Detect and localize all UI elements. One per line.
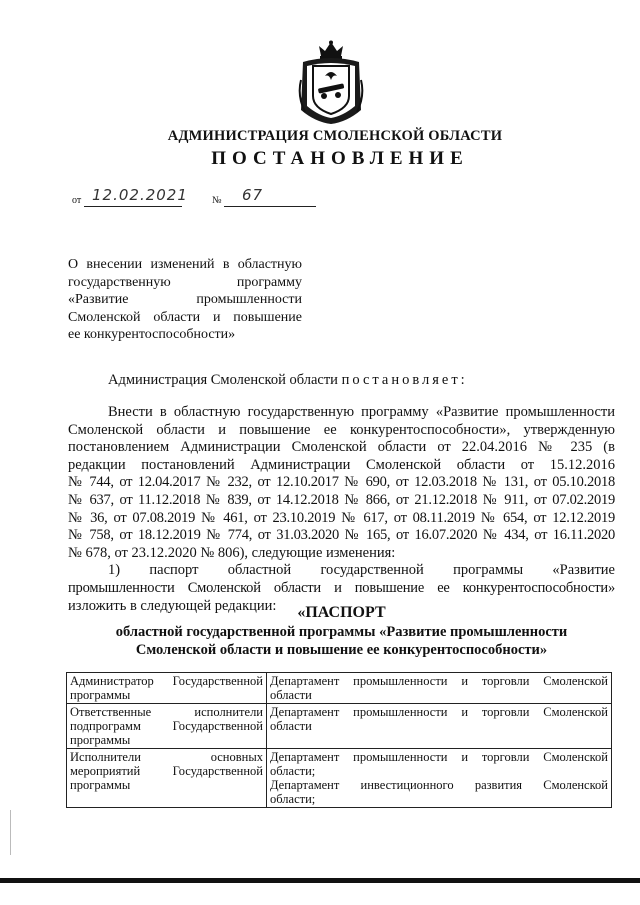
document-type-title: ПОСТАНОВЛЕНИЕ <box>211 148 469 169</box>
subject-line: «Развитие промышленности <box>68 292 302 308</box>
date-underline <box>84 206 182 207</box>
table-cell-value <box>267 704 612 749</box>
subject-line: О внесении изменений в областную <box>68 257 302 272</box>
body-line: № 637, от 11.12.2018 № 839, от 14.12.2018 № 866, от 21.12.2018 № 911, от 07.02.2019 <box>68 491 615 508</box>
cell-line: Департамент инвестиционного развития Смоленской <box>270 778 608 792</box>
preamble-verb: постановляет: <box>341 372 468 388</box>
table-row <box>67 749 612 808</box>
subject-line: Смоленской области и повышение <box>68 309 302 325</box>
cell-line: области <box>270 688 312 702</box>
scan-edge-mark <box>10 810 11 855</box>
table-row <box>67 704 612 749</box>
body-line: № 744, от 12.04.2017 № 232, от 12.10.2017 № 690, от 12.03.2018 № 131, от 05.10.2018 <box>68 474 615 491</box>
passport-table <box>66 672 612 808</box>
handwritten-number: 67 <box>242 186 264 204</box>
body-line: постановлением Администрации Смоленской области от 22.04.2016 № 235 (в <box>68 439 615 456</box>
cell-line: Департамент промышленности и торговли Смоленской <box>270 674 608 688</box>
resolution-body <box>68 404 615 615</box>
cell-line: области; <box>270 792 316 806</box>
cell-line: Администратор Государственной <box>70 674 263 688</box>
table-cell-value <box>267 673 612 704</box>
coat-of-arms-emblem <box>297 40 365 126</box>
scan-bottom-edge <box>0 878 640 883</box>
subject-line: ее конкурентоспособности» <box>68 327 236 343</box>
cell-line: области <box>270 719 312 733</box>
table-cell-value <box>267 749 612 808</box>
cell-line: области; <box>270 764 316 778</box>
body-line: промышленности Смоленской области и повышение ее конкурентоспособности» <box>68 579 615 596</box>
number-prefix: № <box>212 195 222 206</box>
document-subject <box>68 256 302 344</box>
body-line: изложить в следующей редакции: <box>68 597 277 614</box>
date-prefix: от <box>72 195 82 206</box>
number-underline <box>224 206 316 207</box>
table-cell-label <box>67 704 267 749</box>
table-cell-label <box>67 673 267 704</box>
body-line: 1) паспорт областной государственной программы «Развитие <box>108 562 615 579</box>
body-line: Смоленской области и повышение ее конкурентоспособности», утвержденную <box>68 421 615 438</box>
body-line: Внести в областную государственную программу «Развитие промышленности <box>108 404 615 420</box>
cell-line: мероприятий Государственной <box>70 764 263 778</box>
body-line: № 758, от 18.12.2019 № 774, от 31.03.2020 № 165, от 16.07.2020 № 434, от 16.11.2020 <box>68 527 615 544</box>
body-line: № 36, от 07.08.2019 № 461, от 23.10.2019 № 617, от 08.11.2019 № 654, от 12.12.2019 <box>68 509 615 526</box>
cell-line: программы <box>70 688 131 702</box>
organization-name: АДМИНИСТРАЦИЯ СМОЛЕНСКОЙ ОБЛАСТИ <box>167 128 503 144</box>
preamble-text: Администрация Смоленской области <box>108 372 338 388</box>
cell-line: Департамент промышленности и торговли Смоленской <box>270 705 608 719</box>
passport-subtitle-line: Смоленской области и повышение ее конкурентоспособности» <box>135 641 548 658</box>
passport-subtitle <box>68 624 615 659</box>
cell-line: Ответственные исполнители <box>70 705 263 719</box>
body-line: редакции постановлений Администрации Смоленской области от 15.12.2016 <box>68 456 615 473</box>
table-cell-label <box>67 749 267 808</box>
handwritten-date: 12.02.2021 <box>92 186 188 204</box>
cell-line: программы <box>70 778 131 792</box>
resolution-preamble <box>108 372 468 389</box>
passport-title: «ПАСПОРТ <box>297 604 386 621</box>
cell-line: Исполнители основных <box>70 750 263 764</box>
subject-line: государственную программу <box>68 274 302 290</box>
cell-line: программы <box>70 733 131 747</box>
cell-line: Департамент промышленности и торговли Смоленской <box>270 750 608 764</box>
passport-subtitle-line: областной государственной программы «Развитие промышленности <box>115 624 568 640</box>
cell-line: подпрограмм Государственной <box>70 719 263 733</box>
table-row <box>67 673 612 704</box>
body-line: № 678, от 23.12.2020 № 806), следующие изменения: <box>68 544 396 561</box>
